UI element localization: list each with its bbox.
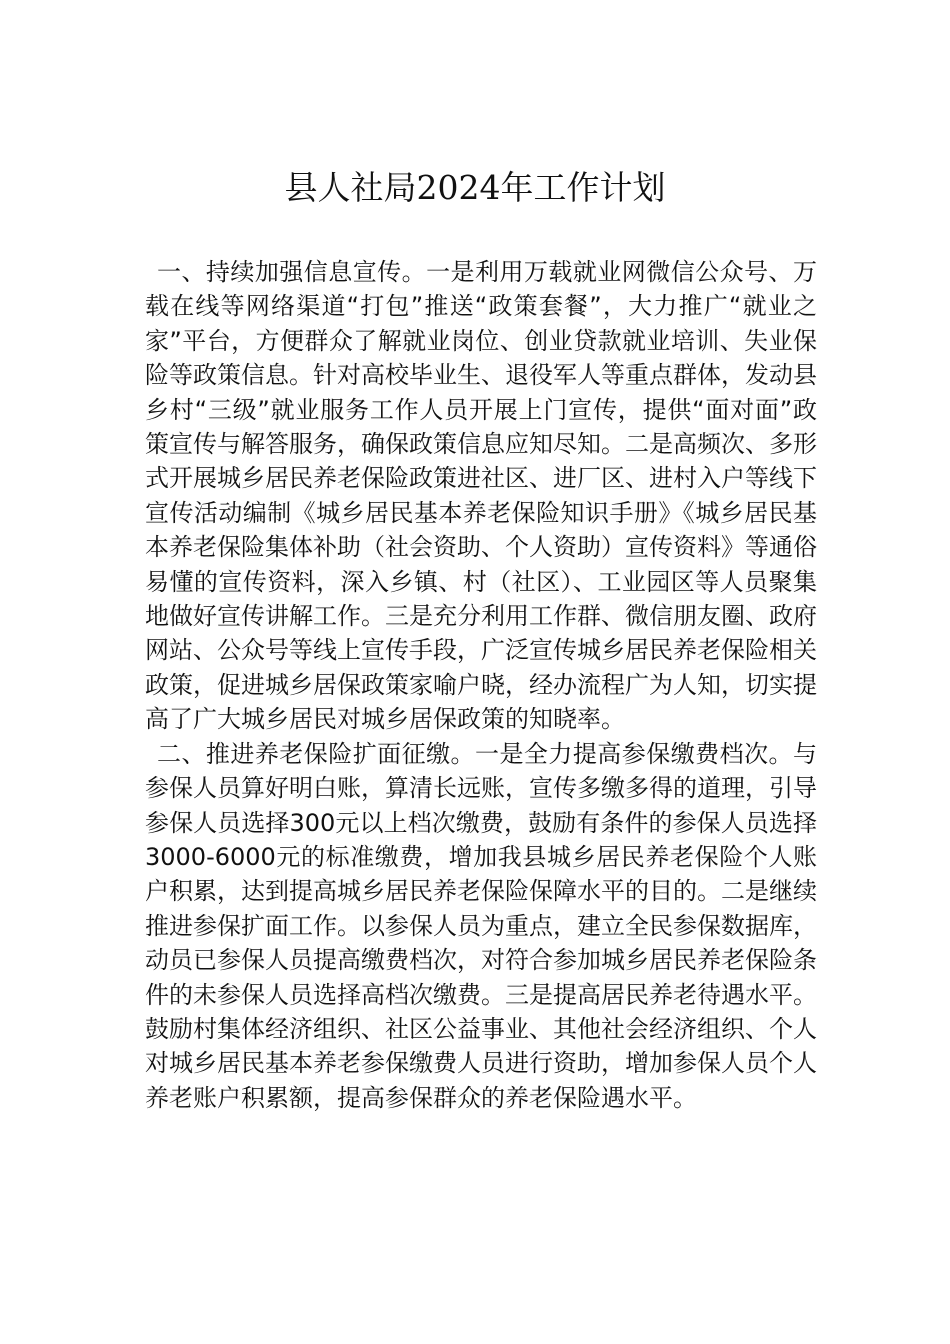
document-title: 县人社局2024年工作计划 bbox=[284, 168, 666, 207]
document-body bbox=[145, 255, 817, 1115]
paragraph-information-publicity: 一、持续加强信息宣传。一是利用万载就业网微信公众号、万载在线等网络渠道“打包”推送“政策套餐”，大力推广“就业之家”平台，方便群众了解就业岗位、创业贷款就业培训、失业保险等政策信息。针对高校毕业生、退役军人等重点群体，发动县乡村“三级”就业服务工作人员开展上门宣传，提供“面对面”政策宣传与解答服务，确保政策信息应知尽知。二是高频次、多形式开展城乡居民养老保险政策进社区、进厂区、进村入户等线下宣传活动编制《城乡居民基本养老保险知识手册》《城乡居民基本养老保险集体补助（社会资助、个人资助）宣传资料》等通俗易懂的宣传资料，深入乡镇、村（社区）、工业园区等人员聚集地做好宣传讲解工作。三是充分利用工作群、微信朋友圈、政府网站、公众号等线上宣传手段，广泛宣传城乡居民养老保险相关政策，促进城乡居保政策家喻户晓，经办流程广为人知，切实提高了广大城乡居民对城乡居保政策的知晓率。 bbox=[145, 258, 817, 734]
paragraph-pension-insurance: 二、推进养老保险扩面征缴。一是全力提高参保缴费档次。与参保人员算好明白账，算清长远账，宣传多缴多得的道理，引导参保人员选择300元以上档次缴费，鼓励有条件的参保人员选择3000-6000元的标准缴费，增加我县城乡居民养老保险个人账户积累，达到提高城乡居民养老保险保障水平的目的。二是继续推进参保扩面工作。以参保人员为重点，建立全民参保数据库，动员已参保人员提高缴费档次，对符合参加城乡居民养老保险条件的未参保人员选择高档次缴费。三是提高居民养老待遇水平。鼓励村集体经济组织、社区公益事业、其他社会经济组织、个人对城乡居民基本养老参保缴费人员进行资助，增加参保人员个人养老账户积累额，提高参保群众的养老保险遇水平。 bbox=[145, 739, 817, 1112]
